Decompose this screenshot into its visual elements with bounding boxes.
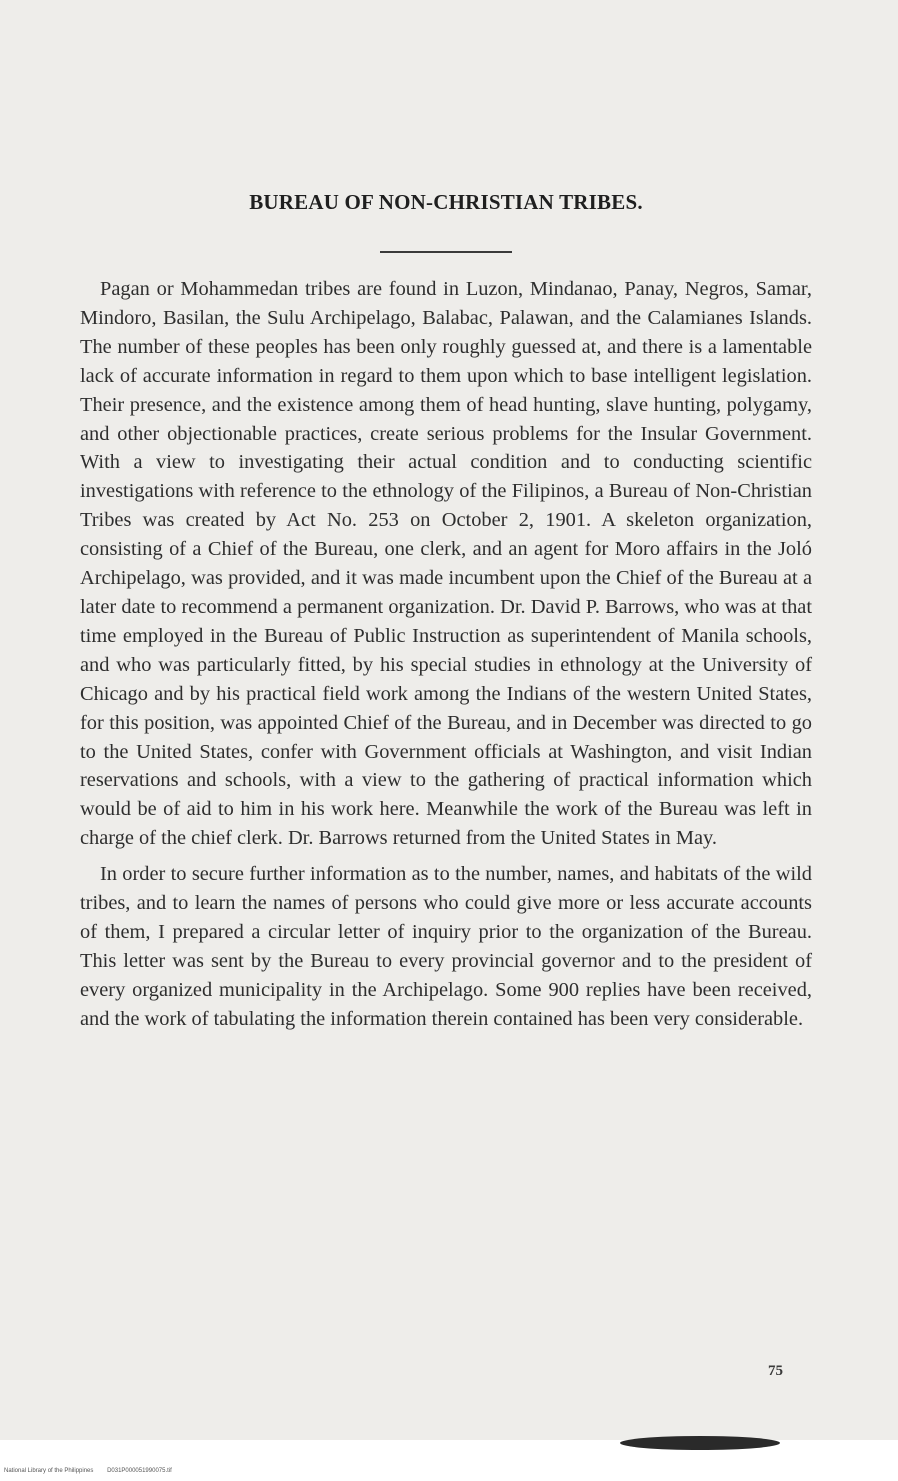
title-divider (380, 251, 512, 253)
scan-footer (4, 1468, 172, 1474)
page-title: BUREAU OF NON-CHRISTIAN TRIBES. (249, 190, 643, 214)
body-paragraph-2: In order to secure further information as to the number, names, and habitats of the wild tribes, and to learn the names of persons who could give more or less accurate accounts of them, I prepared a circular letter of inquiry prior to the organization of the Bureau. This letter was sent by the Bureau to every provincial governor and to the president of every organized municipality in the Archipelago. Some 900 replies have been received, and the work of tabulating the information therein contained has been very considerable. (80, 863, 812, 1030)
body-paragraph-1: Pagan or Mohammedan tribes are found in Luzon, Mindanao, Panay, Negros, Samar, Mindoro, Basilan, the Sulu Archipelago, Balabac, Palawan, and the Calamianes Islands. The number of these peoples has been only roughly guessed at, and there is a lamentable lack of accurate information in regard to them upon which to base intelligent legislation. Their presence, and the existence among them of head hunting, slave hunting, polygamy, and other objectionable practices, create serious problems for the Insular Government. With a view to investigating their actual condition and to conducting scientific investigations with reference to the ethnology of the Filipinos, a Bureau of Non-Christian Tribes was created by Act No. 253 on October 2, 1901. A skeleton organization, consisting of a Chief of the Bureau, one clerk, and an agent for Moro affairs in the Joló Archipelago, was provided, and it was made incumbent upon the Chief of the Bureau at a later date to recommend a permanent organization. Dr. David P. Barrows, who was at that time employed in the Bureau of Public Instruction as superintendent of Manila schools, and who was particularly fitted, by his special studies in ethnology at the University of Chicago and by his practical field work among the Indians of the western United States, for this position, was appointed Chief of the Bureau, and in December was directed to go to the United States, confer with Government officials at Washington, and visit Indian reservations and schools, with a view to the gathering of practical information which would be of aid to him in his work here. Meanwhile the work of the Bureau was left in charge of the chief clerk. Dr. Barrows returned from the United States in May. (80, 278, 812, 850)
scan-edge-shadow (620, 1436, 780, 1450)
page-number: 75 (768, 1363, 783, 1379)
page-content (80, 190, 812, 1034)
footer-institution: National Library of the Philippines (4, 1468, 94, 1474)
footer-identifier: D031P000051990075.tif (107, 1468, 172, 1474)
